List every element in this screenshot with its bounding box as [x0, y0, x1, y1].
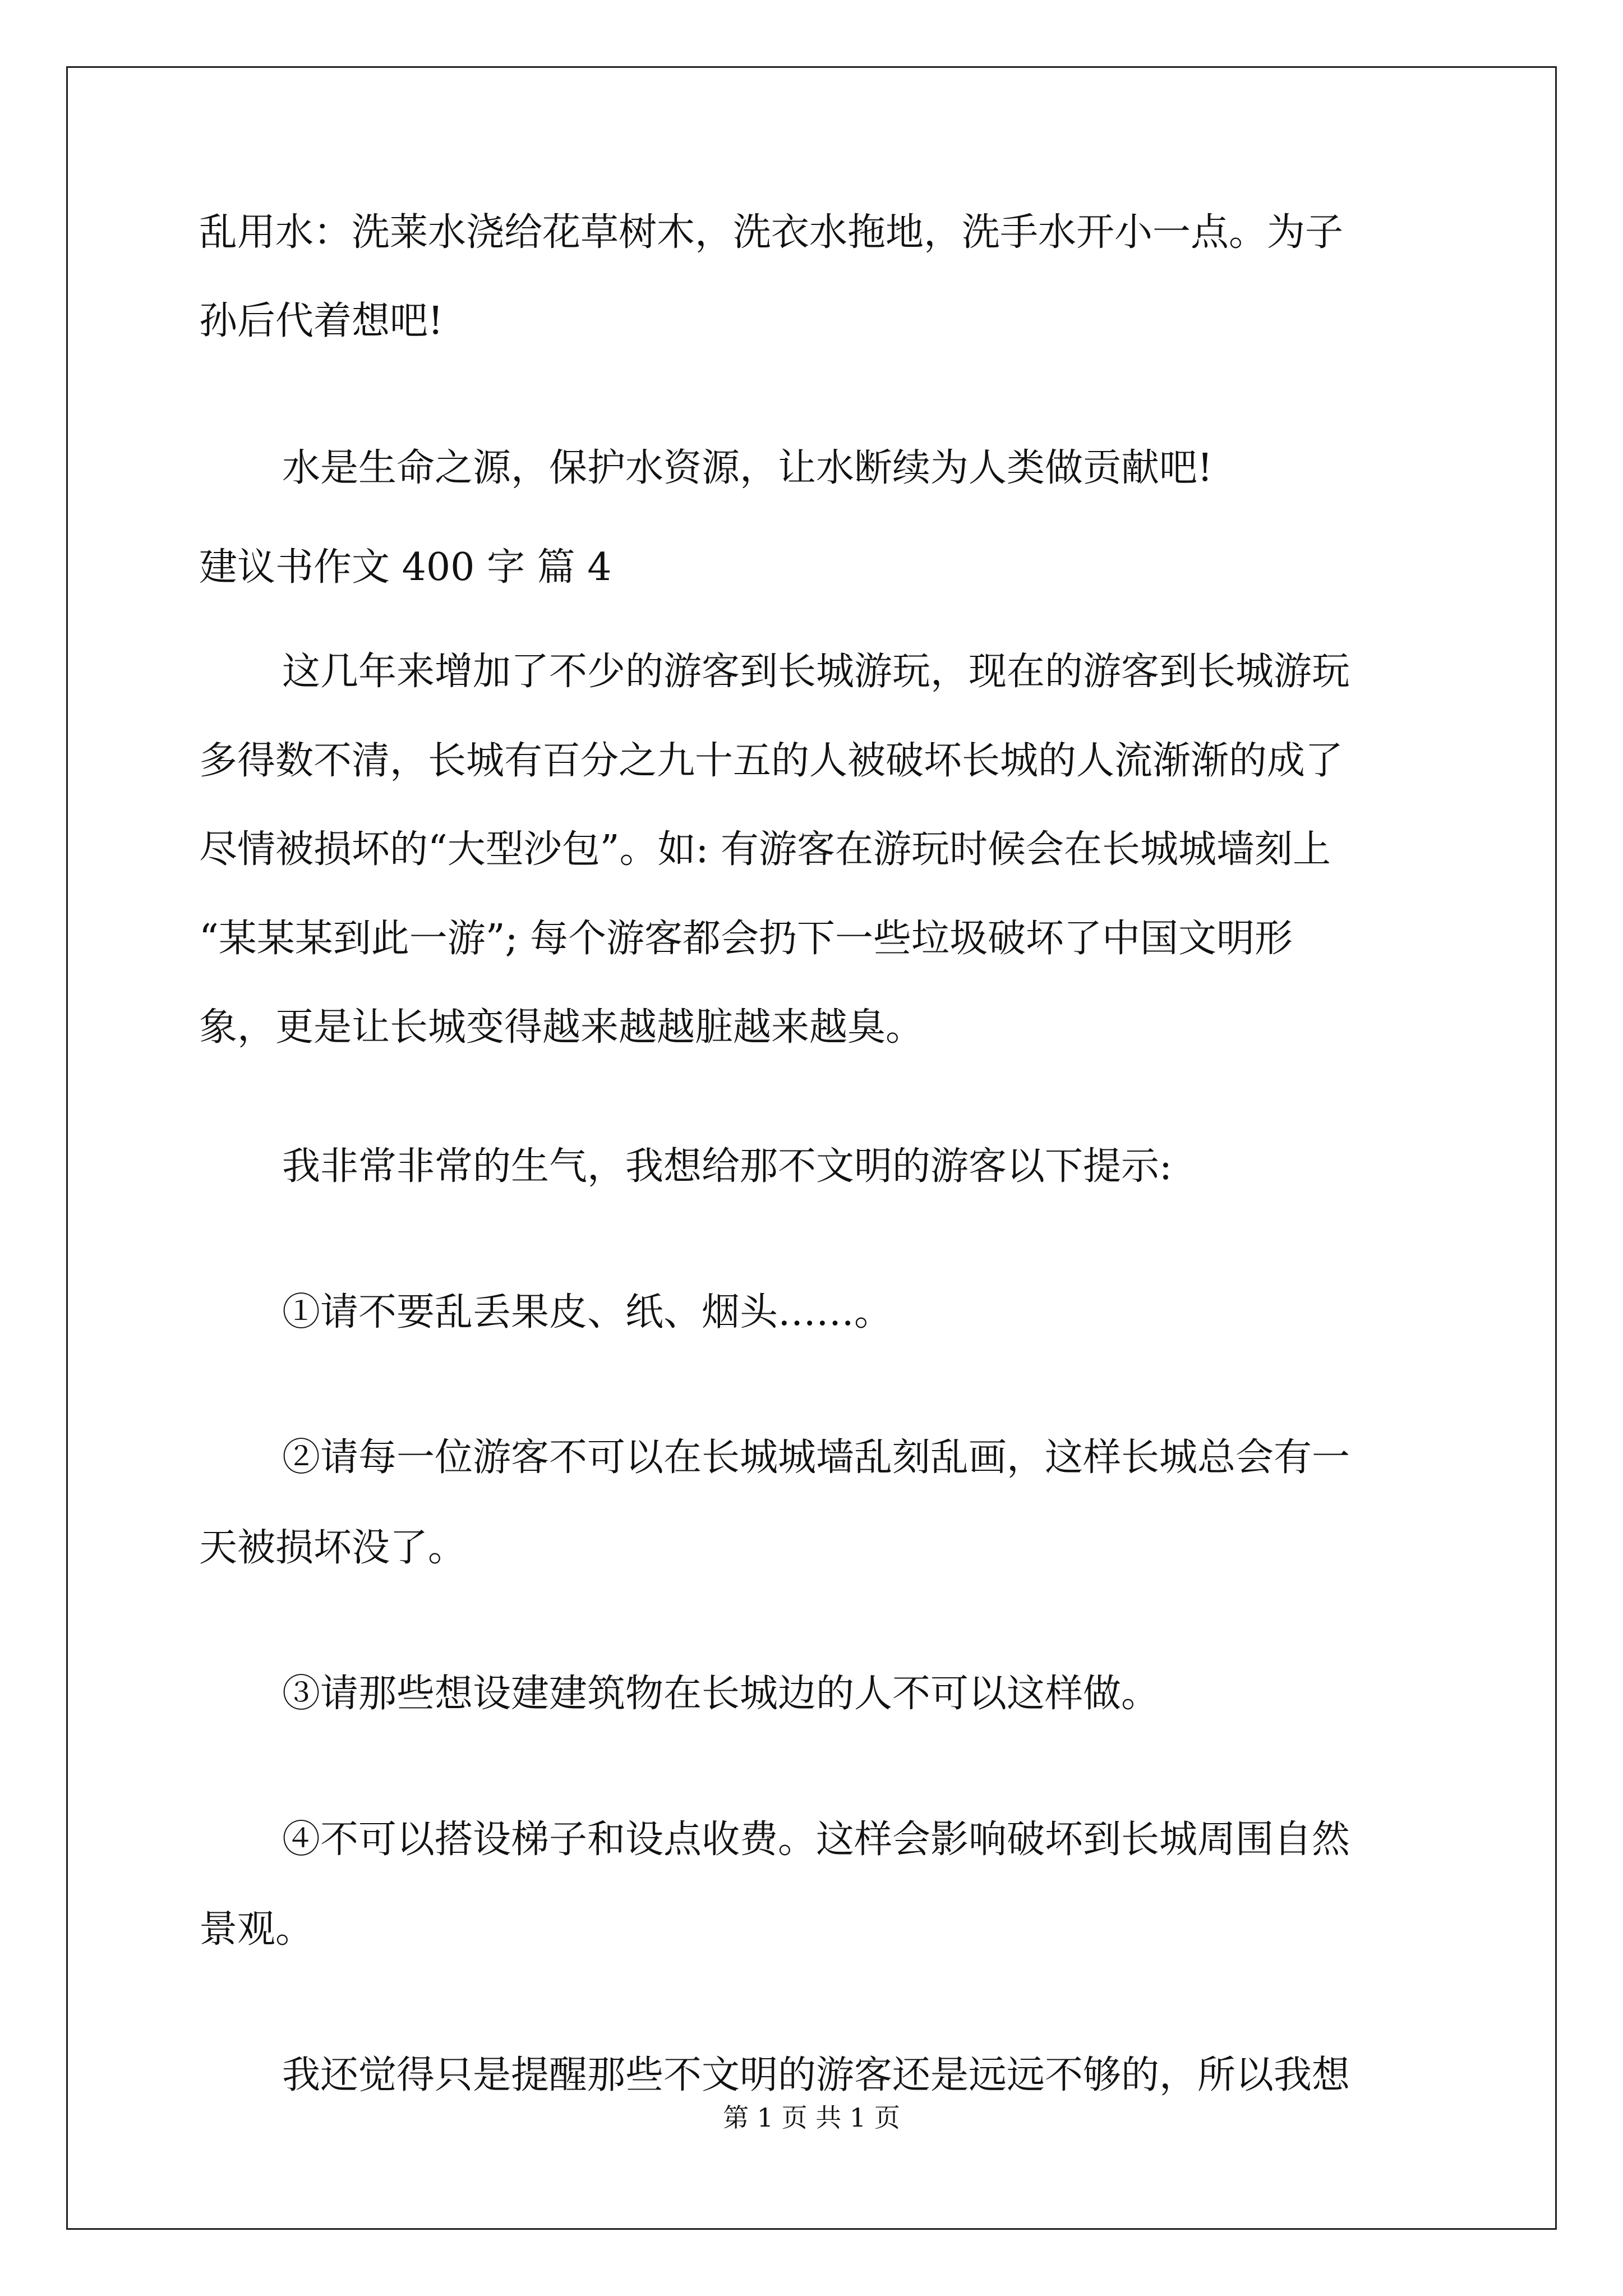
text-line: ①请不要乱丢果皮、纸、烟头……。	[282, 1290, 893, 1335]
text-line: 孙后代着想吧!	[199, 299, 444, 343]
text-line: “某某某到此一游”; 每个游客都会扔下一些垃圾破坏了中国文明形	[199, 917, 1293, 961]
page-number: 第 1 页 共 1 页	[723, 2102, 900, 2133]
text-line: 我还觉得只是提醒那些不文明的游客还是远远不够的，所以我想	[282, 2053, 1350, 2097]
text-line: 这几年来增加了不少的游客到长城游玩，现在的游客到长城游玩	[282, 650, 1350, 694]
text-line: 多得数不清，长城有百分之九十五的人被破坏长城的人流渐渐的成了	[199, 739, 1344, 783]
text-line: ④不可以搭设梯子和设点收费。这样会影响破坏到长城周围自然	[282, 1818, 1350, 1862]
text-line: 景观。	[199, 1907, 314, 1952]
text-line: 我非常非常的生气，我想给那不文明的游客以下提示:	[282, 1144, 1172, 1189]
text-line: 乱用水：洗莱水浇给花草树木，洗衣水拖地，洗手水开小一点。为子	[199, 210, 1344, 255]
text-line: 水是生命之源，保护水资源，让水断续为人类做贡献吧!	[282, 446, 1213, 490]
text-line: ③请那些想设建建筑物在长城边的人不可以这样做。	[282, 1672, 1160, 1716]
text-line: 象，更是让长城变得越来越越脏越来越臭。	[199, 1005, 924, 1050]
text-line: 尽情被损坏的“大型沙包”。如: 有游客在游玩时候会在长城城墙刻上	[199, 827, 1331, 872]
text-line: 天被损坏没了。	[199, 1526, 467, 1570]
text-line: ②请每一位游客不可以在长城城墙乱刻乱画，这样长城总会有一	[282, 1435, 1350, 1480]
section-heading: 建议书作文 400 字 篇 4	[199, 545, 612, 590]
